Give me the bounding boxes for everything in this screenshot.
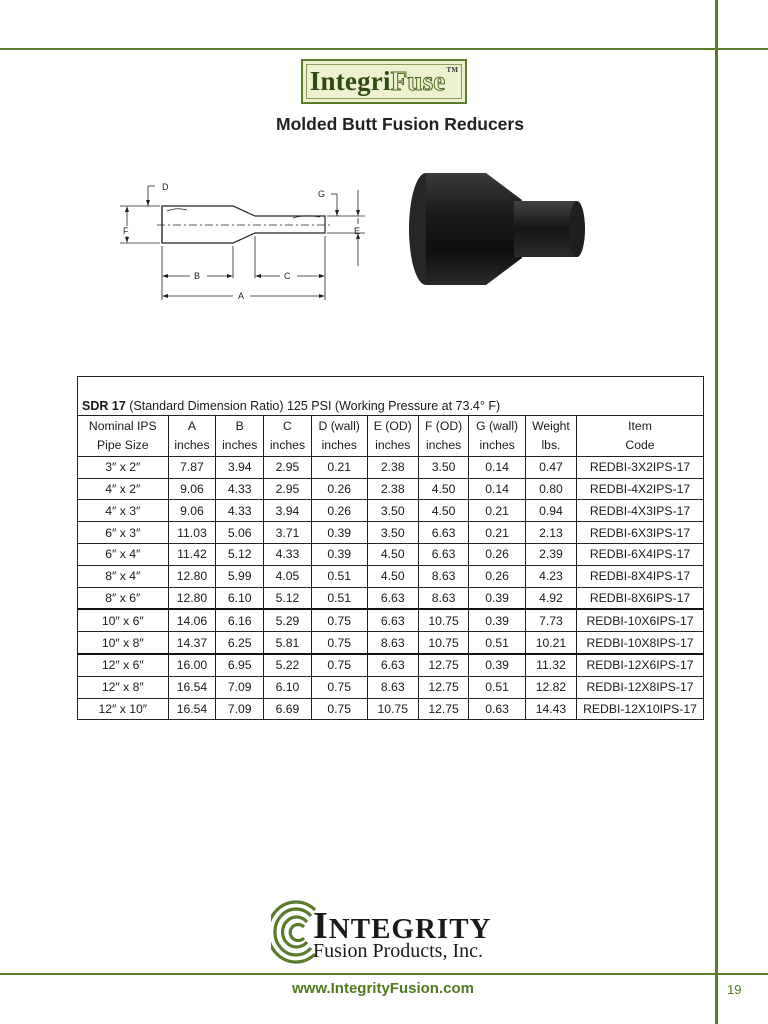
company-subtitle: Fusion Products, Inc.	[313, 940, 483, 962]
table-cell: 3.71	[264, 522, 312, 544]
right-border	[715, 0, 718, 1024]
table-cell: 4″ x 3″	[78, 500, 169, 522]
table-cell: lbs.	[525, 435, 576, 456]
table-cell: 10.75	[418, 632, 468, 654]
table-cell: F (OD)	[418, 416, 468, 436]
table-row	[78, 543, 704, 565]
table-cell: 0.26	[311, 478, 367, 500]
table-cell: 16.54	[168, 698, 216, 720]
table-cell: 11.42	[168, 543, 216, 565]
reducer-dimension-diagram	[115, 178, 375, 306]
table-cell: 12.80	[168, 565, 216, 587]
table-cell: 3.94	[264, 500, 312, 522]
table-cell: 8.63	[418, 565, 468, 587]
table-cell: 4.23	[525, 565, 576, 587]
table-cell: Item	[577, 416, 704, 436]
table-cell: inches	[264, 435, 312, 456]
table-cell: 2.95	[264, 456, 312, 478]
table-cell: 6.69	[264, 698, 312, 720]
table-row	[78, 500, 704, 522]
table-cell: Nominal IPS	[78, 416, 169, 436]
table-cell: 7.09	[216, 676, 264, 698]
label-f: F	[123, 226, 129, 236]
table-cell: 0.39	[469, 654, 526, 676]
table-cell: 14.43	[525, 698, 576, 720]
table-cell: 6″ x 4″	[78, 543, 169, 565]
table-cell: 11.03	[168, 522, 216, 544]
table-row	[78, 676, 704, 698]
table-cell: 6.63	[367, 654, 418, 676]
reducer-product-photo	[404, 170, 589, 290]
table-cell: 14.37	[168, 632, 216, 654]
table-cell: 10″ x 6″	[78, 609, 169, 631]
table-cell: 12.82	[525, 676, 576, 698]
table-row	[78, 587, 704, 609]
table-cell: 9.06	[168, 478, 216, 500]
table-cell: 0.94	[525, 500, 576, 522]
table-cell: REDBI-4X3IPS-17	[577, 500, 704, 522]
table-cell: 12.75	[418, 698, 468, 720]
table-cell: inches	[469, 435, 526, 456]
table-cell: 11.32	[525, 654, 576, 676]
table-cell: 5.22	[264, 654, 312, 676]
integrifuse-logo	[301, 59, 467, 104]
table-cell: 2.38	[367, 478, 418, 500]
table-cell: 2.38	[367, 456, 418, 478]
table-cell: 6.25	[216, 632, 264, 654]
table-row	[78, 609, 704, 631]
label-b: B	[194, 271, 201, 281]
table-cell: D (wall)	[311, 416, 367, 436]
table-cell: REDBI-10X6IPS-17	[577, 609, 704, 631]
table-cell: 0.26	[469, 543, 526, 565]
table-cell: 10.75	[418, 609, 468, 631]
table-cell: 5.99	[216, 565, 264, 587]
table-cell: 12″ x 10″	[78, 698, 169, 720]
label-g: G	[318, 189, 326, 199]
table-cell: Code	[577, 435, 704, 456]
table-cell: 0.39	[469, 587, 526, 609]
table-cell: 3.50	[367, 500, 418, 522]
table-row	[78, 565, 704, 587]
table-cell: Pipe Size	[78, 435, 169, 456]
table-cell: 4.33	[216, 478, 264, 500]
table-row	[78, 522, 704, 544]
table-cell: 0.14	[469, 456, 526, 478]
table-cell: 5.12	[216, 543, 264, 565]
table-cell: 6.63	[418, 543, 468, 565]
table-cell: 0.80	[525, 478, 576, 500]
table-cell: 0.75	[311, 698, 367, 720]
table-cell: REDBI-12X10IPS-17	[577, 698, 704, 720]
table-cell: inches	[311, 435, 367, 456]
table-cell: 5.06	[216, 522, 264, 544]
table-cell: 0.21	[311, 456, 367, 478]
table-cell: 6.95	[216, 654, 264, 676]
label-c: C	[284, 271, 291, 281]
table-cell: 6″ x 3″	[78, 522, 169, 544]
table-cell: 8.63	[418, 587, 468, 609]
table-header-row	[78, 416, 704, 436]
table-cell: C	[264, 416, 312, 436]
website-link[interactable]: www.IntegrityFusion.com	[292, 980, 474, 997]
table-cell: 8.63	[367, 676, 418, 698]
table-row	[78, 698, 704, 720]
sdr17-dimension-table	[77, 376, 704, 720]
table-cell: 8.63	[367, 632, 418, 654]
table-row	[78, 478, 704, 500]
table-cell: 0.51	[469, 676, 526, 698]
page-title: Molded Butt Fusion Reducers	[276, 114, 524, 134]
table-cell: 16.00	[168, 654, 216, 676]
table-cell: 5.81	[264, 632, 312, 654]
table-cell: REDBI-3X2IPS-17	[577, 456, 704, 478]
table-cell: 0.47	[525, 456, 576, 478]
table-cell: 0.39	[469, 609, 526, 631]
label-a: A	[238, 291, 245, 301]
table-cell: 4.05	[264, 565, 312, 587]
table-caption: SDR 17 (Standard Dimension Ratio) 125 PSI (Working Pressure at 73.4° F)	[78, 377, 704, 416]
table-cell: 0.75	[311, 632, 367, 654]
bottom-rule	[0, 973, 768, 975]
integrity-swirl-icon	[271, 898, 319, 966]
table-cell: 16.54	[168, 676, 216, 698]
top-rule	[0, 48, 768, 50]
table-cell: 5.12	[264, 587, 312, 609]
table-cell: 4.33	[216, 500, 264, 522]
table-cell: REDBI-4X2IPS-17	[577, 478, 704, 500]
table-cell: inches	[168, 435, 216, 456]
table-cell: 12.75	[418, 654, 468, 676]
table-cell: 6.10	[264, 676, 312, 698]
table-cell: 0.75	[311, 676, 367, 698]
table-cell: 7.73	[525, 609, 576, 631]
table-cell: 4.92	[525, 587, 576, 609]
table-cell: 14.06	[168, 609, 216, 631]
table-cell: 4.50	[418, 478, 468, 500]
table-cell: 9.06	[168, 500, 216, 522]
table-cell: 6.63	[367, 609, 418, 631]
table-cell: 5.29	[264, 609, 312, 631]
table-cell: REDBI-6X4IPS-17	[577, 543, 704, 565]
table-cell: inches	[367, 435, 418, 456]
table-cell: 12″ x 6″	[78, 654, 169, 676]
label-d: D	[162, 182, 169, 192]
table-cell: 3.50	[367, 522, 418, 544]
table-cell: 6.10	[216, 587, 264, 609]
table-cell: 6.63	[367, 587, 418, 609]
table-cell: 0.39	[311, 522, 367, 544]
table-cell: 3″ x 2″	[78, 456, 169, 478]
table-cell: B	[216, 416, 264, 436]
table-cell: 3.94	[216, 456, 264, 478]
table-cell: REDBI-10X8IPS-17	[577, 632, 704, 654]
table-cell: 0.26	[311, 500, 367, 522]
table-cell: 2.13	[525, 522, 576, 544]
table-cell: E (OD)	[367, 416, 418, 436]
table-cell: 8″ x 6″	[78, 587, 169, 609]
table-cell: 0.63	[469, 698, 526, 720]
table-row	[78, 632, 704, 654]
table-cell: G (wall)	[469, 416, 526, 436]
table-cell: 0.39	[311, 543, 367, 565]
table-cell: 4.33	[264, 543, 312, 565]
table-cell: inches	[216, 435, 264, 456]
table-cell: 4.50	[367, 565, 418, 587]
table-cell: 4.50	[367, 543, 418, 565]
table-cell: 0.51	[469, 632, 526, 654]
table-cell: 4″ x 2″	[78, 478, 169, 500]
table-cell: 8″ x 4″	[78, 565, 169, 587]
table-cell: REDBI-8X6IPS-17	[577, 587, 704, 609]
table-cell: 0.51	[311, 565, 367, 587]
table-cell: 2.95	[264, 478, 312, 500]
logo-wordmark: IntegriFuse™	[309, 66, 459, 96]
table-cell: 6.16	[216, 609, 264, 631]
table-row	[78, 456, 704, 478]
table-cell: 12.75	[418, 676, 468, 698]
table-cell: 0.75	[311, 609, 367, 631]
table-cell: 12.80	[168, 587, 216, 609]
table-header-units-row	[78, 435, 704, 456]
table-cell: 0.51	[311, 587, 367, 609]
table-cell: REDBI-12X6IPS-17	[577, 654, 704, 676]
table-row	[78, 654, 704, 676]
table-cell: 0.21	[469, 500, 526, 522]
table-cell: 7.87	[168, 456, 216, 478]
table-cell: 6.63	[418, 522, 468, 544]
table-cell: inches	[418, 435, 468, 456]
table-cell: 10.75	[367, 698, 418, 720]
table-cell: REDBI-12X8IPS-17	[577, 676, 704, 698]
table-cell: 12″ x 8″	[78, 676, 169, 698]
table-cell: 0.14	[469, 478, 526, 500]
label-e: E	[354, 226, 361, 236]
table-cell: 10″ x 8″	[78, 632, 169, 654]
table-cell: 10.21	[525, 632, 576, 654]
table-cell: REDBI-6X3IPS-17	[577, 522, 704, 544]
table-cell: REDBI-8X4IPS-17	[577, 565, 704, 587]
page-number: 19	[727, 982, 742, 997]
table-cell: 2.39	[525, 543, 576, 565]
company-name: INTEGRITY	[313, 905, 492, 947]
table-cell: A	[168, 416, 216, 436]
logo-frame	[306, 64, 462, 99]
table-cell: 0.21	[469, 522, 526, 544]
table-cell: 0.26	[469, 565, 526, 587]
table-cell: 7.09	[216, 698, 264, 720]
table-cell: 0.75	[311, 654, 367, 676]
table-cell: Weight	[525, 416, 576, 436]
table-cell: 4.50	[418, 500, 468, 522]
table-cell: 3.50	[418, 456, 468, 478]
